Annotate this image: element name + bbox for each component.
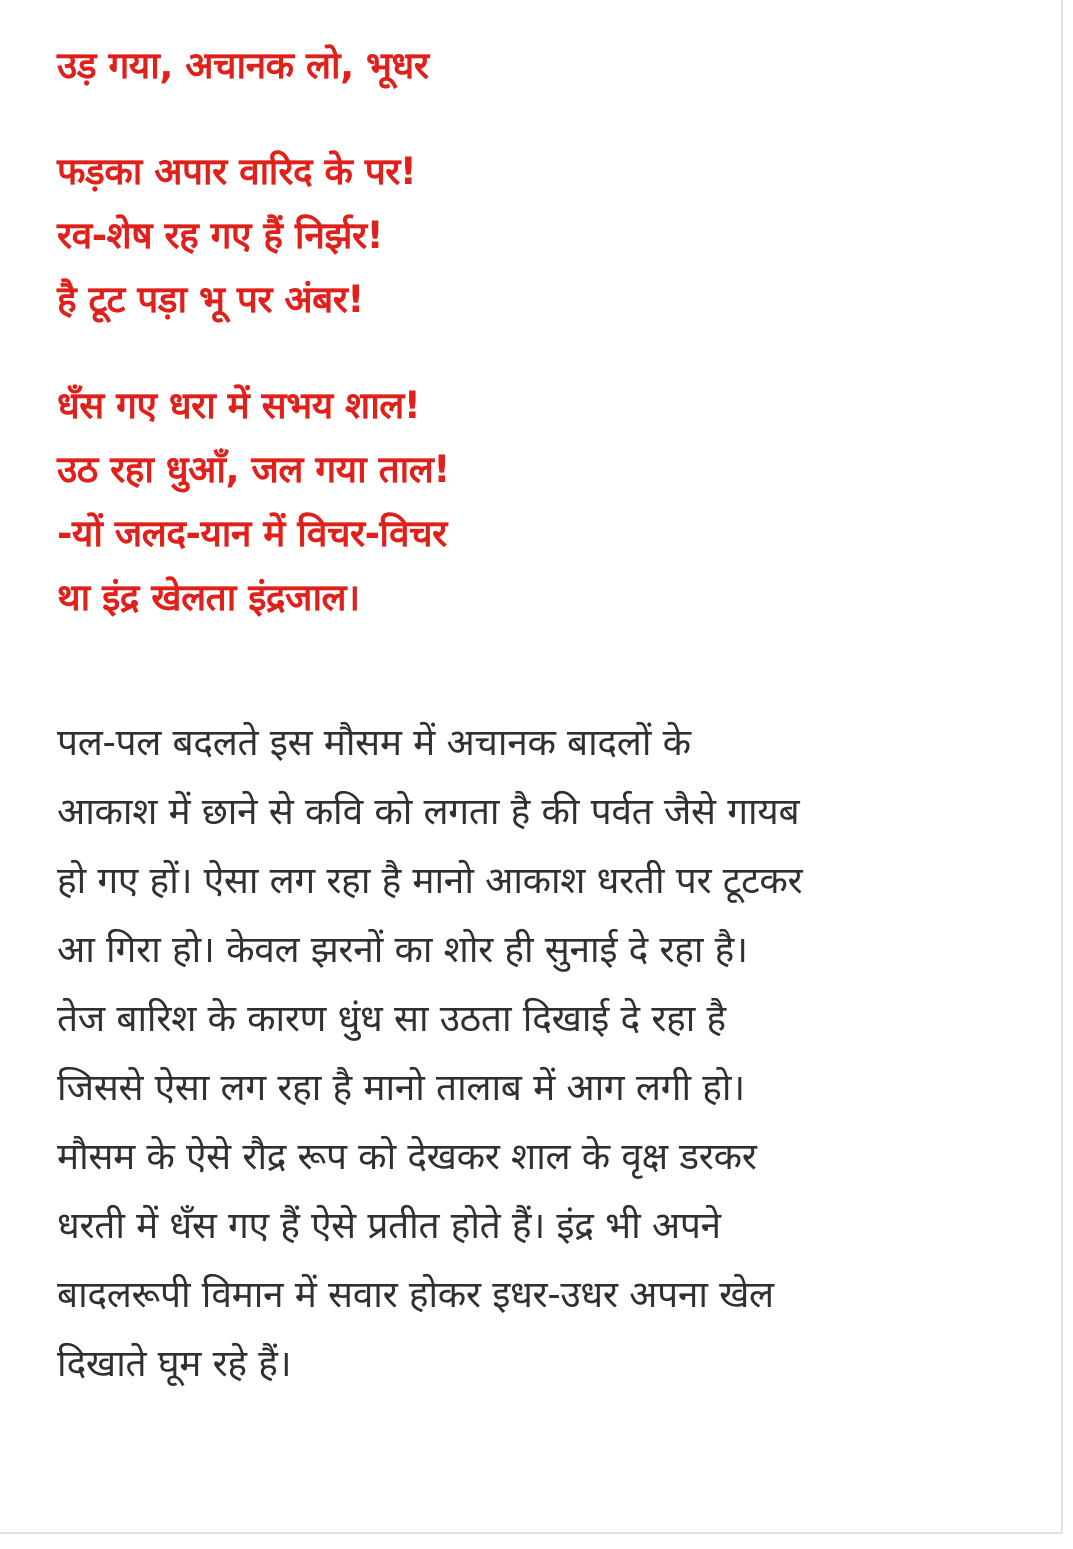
explanation-line: तेज बारिश के कारण धुंध सा उठता दिखाई दे रहा है (57, 997, 726, 1040)
explanation-line: मौसम के ऐसे रौद्र रूप को देखकर शाल के वृक्ष डरकर (57, 1135, 757, 1178)
poem-line: था इंद्र खेलता इंद्रजाल। (57, 576, 360, 619)
explanation-line: आ गिरा हो। केवल झरनों का शोर ही सुनाई दे रहा है। (57, 928, 748, 971)
explanation-line: जिससे ऐसा लग रहा है मानो तालाब में आग लगी हो। (57, 1066, 745, 1109)
poem-stanza-3 (57, 374, 1047, 630)
explanation-line: बादलरूपी विमान में सवार होकर इधर-उधर अपना खेल (57, 1273, 774, 1316)
explanation-line: दिखाते घूम रहे हैं। (57, 1342, 292, 1385)
explanation-line: धरती में धँस गए हैं ऐसे प्रतीत होते हैं। इंद्र भी अपने (57, 1204, 721, 1247)
article-content (57, 34, 1047, 1398)
poem-stanza-1 (57, 34, 1047, 98)
poem-stanza-2 (57, 140, 1047, 332)
poem-line: उड़ गया, अचानक लो, भूधर (57, 44, 429, 87)
explanation-line: हो गए हों। ऐसा लग रहा है मानो आकाश धरती पर टूटकर (57, 859, 803, 902)
poem-line: -यों जलद-यान में विचर-विचर (57, 512, 447, 555)
explanation-line: पल-पल बदलते इस मौसम में अचानक बादलों के (57, 721, 691, 764)
explanation-paragraph (57, 708, 1047, 1398)
poem-line: है टूट पड़ा भू पर अंबर! (57, 278, 364, 321)
poem-line: उठ रहा धुआँ, जल गया ताल! (57, 448, 450, 491)
poem-line: फड़का अपार वारिद के पर! (57, 150, 417, 193)
explanation-line: आकाश में छाने से कवि को लगता है की पर्वत जैसे गायब (57, 790, 800, 833)
poem-line: धँस गए धरा में सभय शाल! (57, 384, 421, 427)
poem (57, 34, 1047, 630)
poem-line: रव-शेष रह गए हैं निर्झर! (57, 214, 383, 257)
